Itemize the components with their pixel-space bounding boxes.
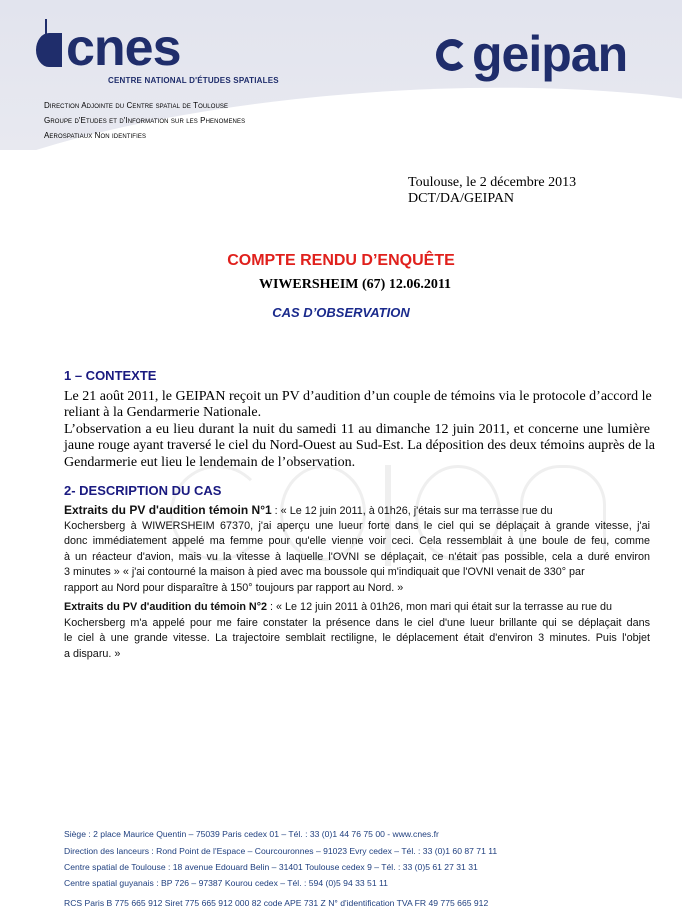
footer-line: RCS Paris B 775 665 912 Siret 775 665 912 000 82 code APE 731 Z N° d'identification TVA FR 49 775 665 912	[64, 898, 489, 908]
text-span: : « Le 12 juin 2011 à 01h26, mon mari qui était sur la terrasse au rue du	[267, 601, 612, 613]
footer-line: Centre spatial guyanais : BP 726 – 97387 Kourou cedex – Tél. : 594 (0)5 94 33 51 11	[64, 878, 388, 888]
cnes-logo	[36, 19, 181, 77]
text-line: a disparu. »	[64, 647, 121, 660]
text-line	[64, 503, 650, 519]
document-subtitle: WIWERSHEIM (67) 12.06.2011	[258, 277, 452, 292]
text-line	[64, 600, 650, 616]
section-heading-contexte: 1 – CONTEXTE	[64, 368, 157, 383]
text-line: reliant à la Gendarmerie Nationale.	[64, 405, 262, 421]
document-title: COMPTE RENDU D’ENQUÊTE	[227, 252, 455, 269]
case-type: CAS D’OBSERVATION	[272, 305, 410, 320]
cnes-subtitle: CENTRE NATIONAL D'ÉTUDES SPATIALES	[108, 76, 279, 85]
cnes-logo-mark-icon	[36, 33, 62, 67]
text-line: jaune rouge ayant traversé le ciel du Nord-Ouest au Sud-Est. La déposition des deux témoins auprès de la	[64, 438, 655, 454]
footer-line: Direction des lanceurs : Rond Point de l'Espace – Courcouronnes – 91023 Evry cedex – Tél. : 33 (0)1 60 87 71 11	[64, 846, 498, 856]
temoin1-lead: Extraits du PV d'audition témoin N°1	[64, 503, 272, 517]
contexte-paragraph	[64, 389, 655, 471]
direction-line: Groupe d'Etudes et d'Information sur les Phenomenes	[44, 116, 246, 125]
footer-line: Siège : 2 place Maurice Quentin – 75039 Paris cedex 01 – Tél. : 33 (0)1 44 76 75 00 - www.cnes.fr	[64, 829, 439, 839]
text-span: : « Le 12 juin 2011, à 01h26, j'étais sur ma terrasse rue du	[271, 505, 553, 517]
geipan-logo	[436, 28, 627, 80]
text-line: Gendarmerie eut lieu le lendemain de l’observation.	[64, 454, 356, 470]
text-line: Kochersberg m'a appelé pour me faire constater la présence dans le ciel d'une lueur brillante qui se déplaçait dans	[64, 616, 650, 629]
text-line: à un réacteur d'avion, mais vu la vitesse à laquelle l'OVNI se déplaçait, ce n'était pas possible, cela a duré environ	[64, 550, 650, 563]
section-heading-description: 2- DESCRIPTION DU CAS	[64, 483, 222, 498]
text-line: le ciel à une grande vitesse. La trajectoire semblait rectiligne, le déplacement était d'environ 3 minutes. Puis l'objet	[64, 632, 650, 644]
cnes-logo-text: cnes	[66, 19, 181, 77]
place-date: Toulouse, le 2 décembre 2013	[408, 175, 577, 190]
geipan-logo-mark-icon	[436, 39, 468, 71]
direction-line: Direction Adjointe du Centre spatial de Toulouse	[44, 101, 229, 110]
date-block	[408, 175, 576, 207]
reference: DCT/DA/GEIPAN	[408, 191, 515, 206]
temoin1-paragraph	[64, 503, 650, 596]
text-line: donc immédiatement appelé ma femme pour qu'elle vienne voir ceci. Cela ressemblait à une boule de feu, comme	[64, 535, 650, 547]
text-line: L’observation a eu lieu durant la nuit du samedi 11 au dimanche 12 juin 2011, et concerne une lumière	[64, 421, 650, 437]
temoin2-paragraph	[64, 600, 650, 662]
temoin2-lead: Extraits du PV d'audition du témoin N°2	[64, 601, 268, 613]
text-line: Le 21 août 2011, le GEIPAN reçoit un PV d’audition d’un couple de témoins via le protocole d’accord le	[64, 389, 652, 404]
text-line: Kochersberg à WIWERSHEIM 67370, j'ai aperçu une lueur forte dans le ciel qui se déplaçait à grande vitesse, j'ai	[64, 519, 650, 532]
geipan-logo-text: geipan	[472, 26, 628, 82]
text-line: 3 minutes » « j'ai contourné la maison à pied avec ma boussole qui m'indiquait que l'OVNI venait de 330° par	[64, 566, 585, 578]
text-line: rapport au Nord pour disparaître à 150° toujours par rapport au Nord. »	[64, 581, 404, 594]
footer-line: Centre spatial de Toulouse : 18 avenue Edouard Belin – 31401 Toulouse cedex 9 – Tél. : 33 (0)5 61 27 31 31	[64, 862, 478, 872]
direction-line: Aerospatiaux Non identifies	[44, 131, 147, 140]
